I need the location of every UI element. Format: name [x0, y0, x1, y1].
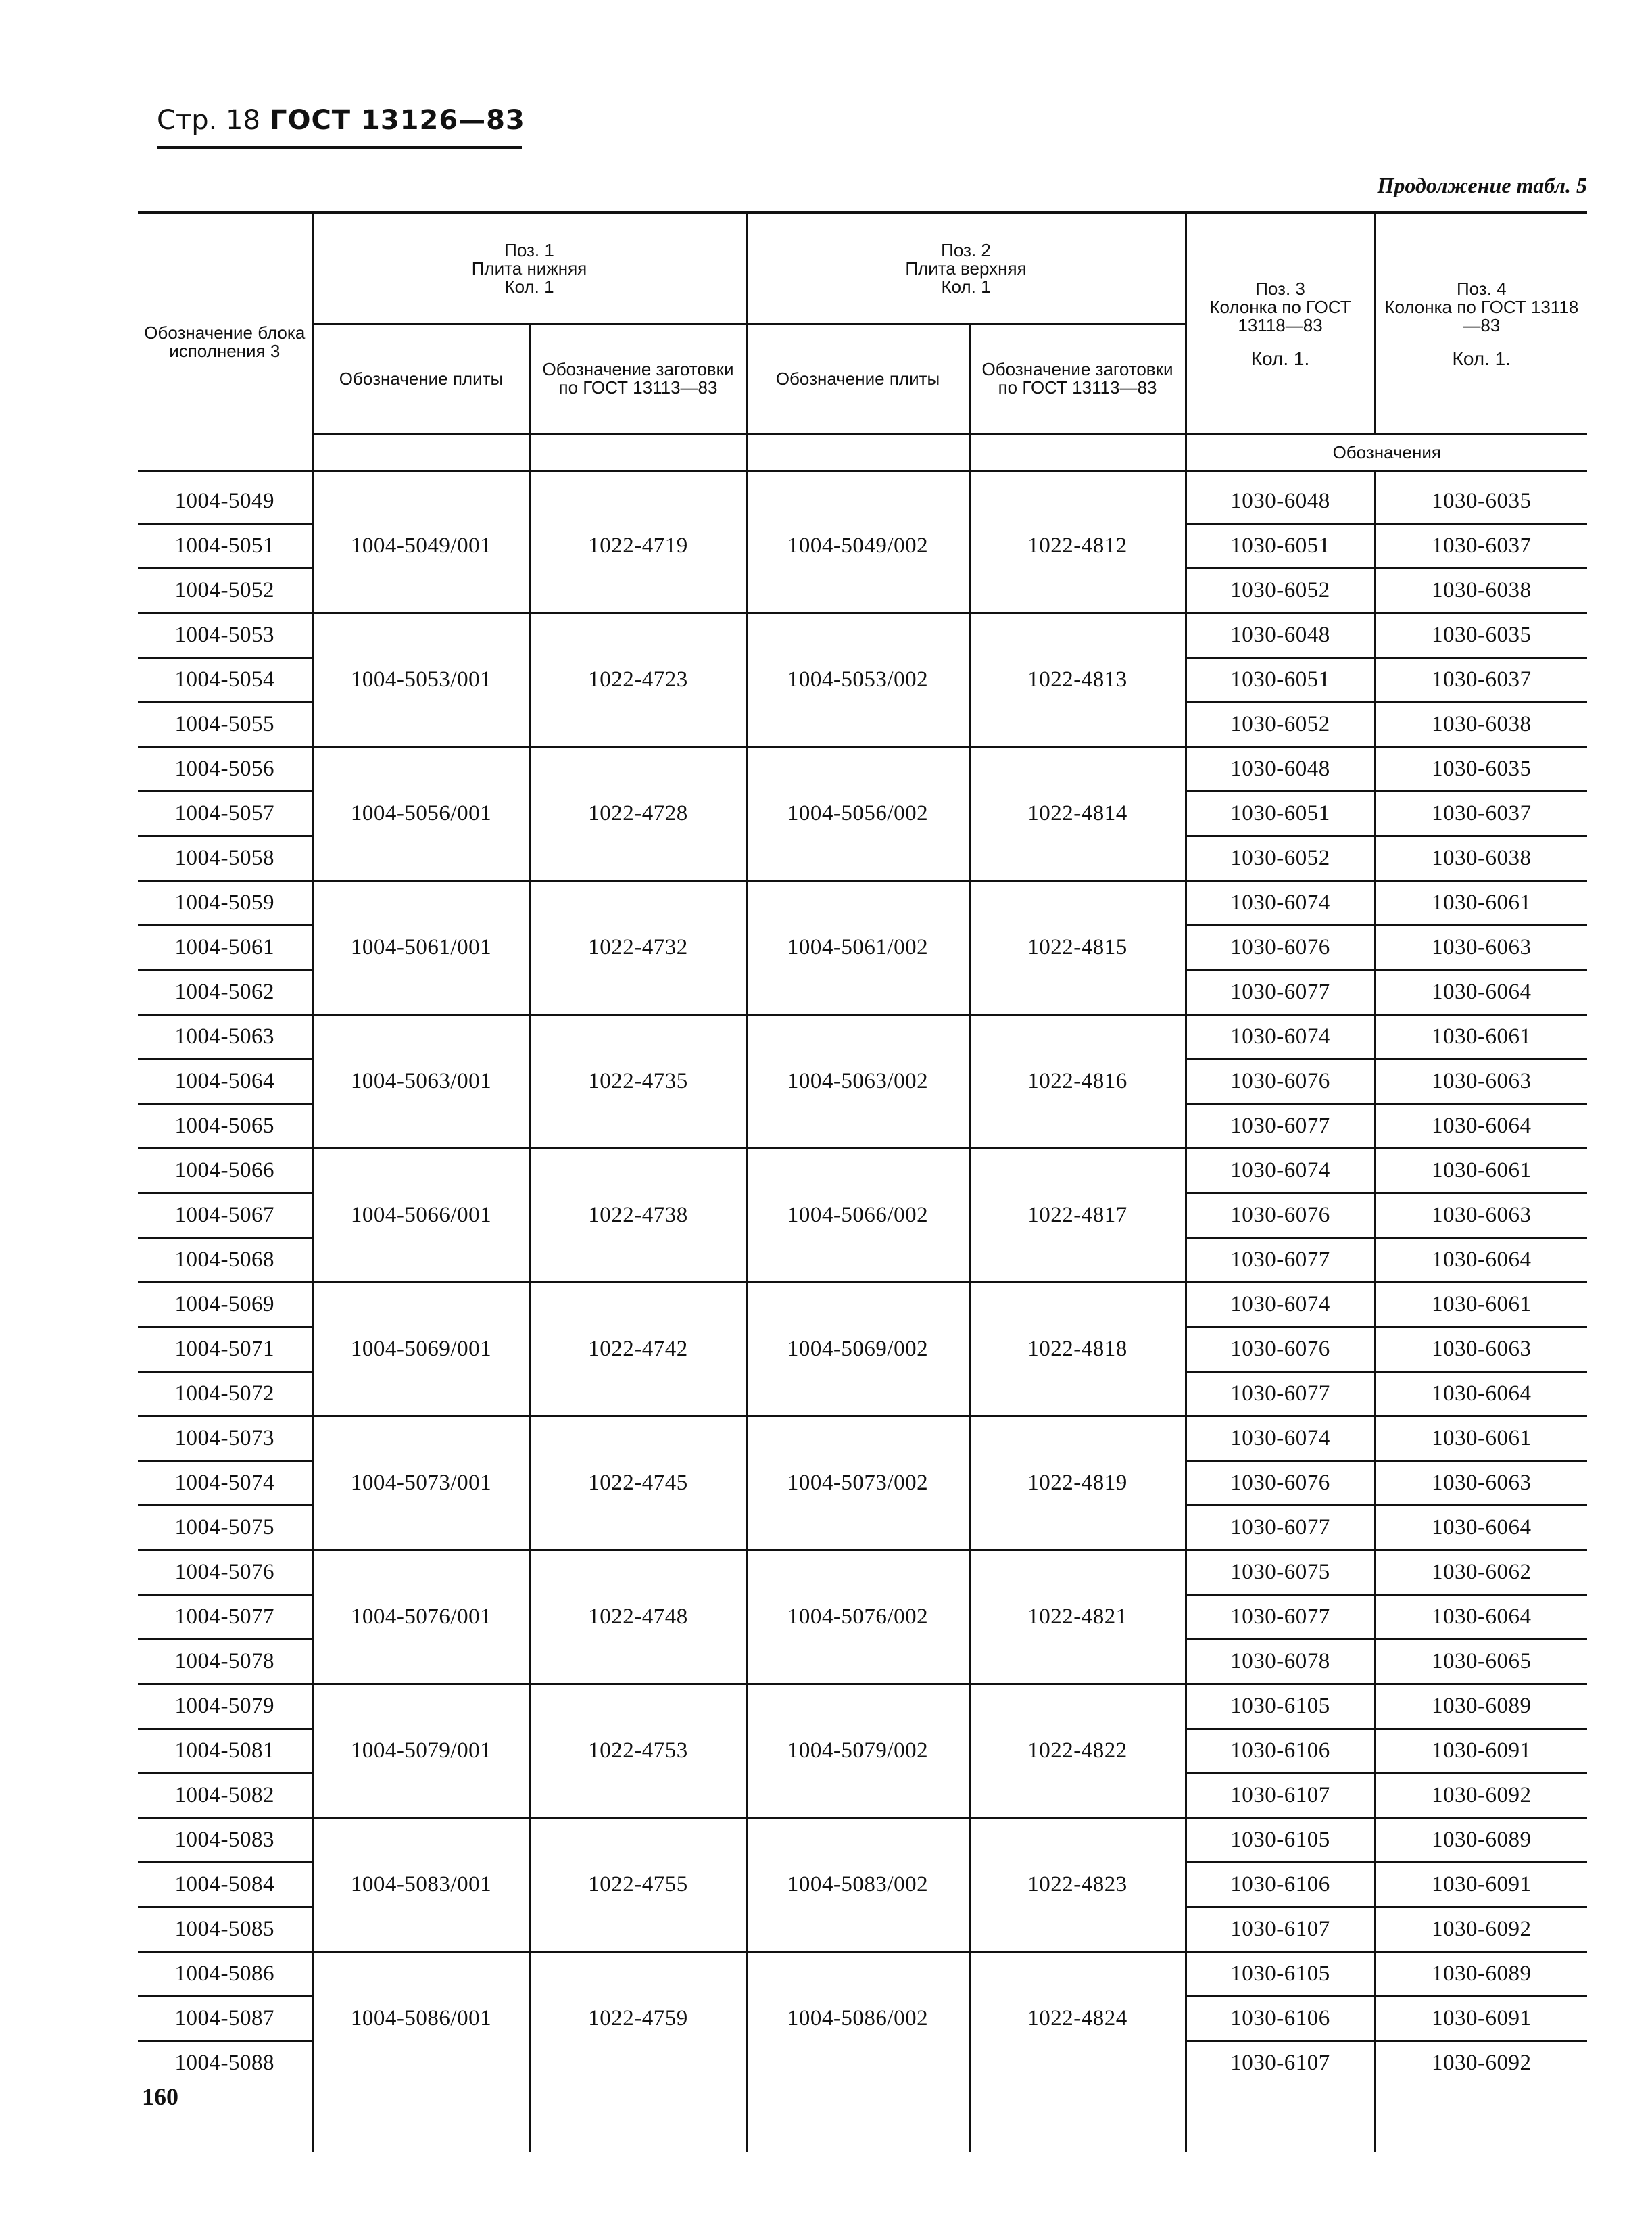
- pos2-blank-code: 1022-4816: [969, 1015, 1186, 1149]
- table-body: [138, 471, 1587, 2153]
- block-code: 1004-5069: [138, 1283, 312, 1327]
- block-code: 1004-5057: [138, 792, 312, 836]
- pos2-blank-code: 1022-4824: [969, 1952, 1186, 2085]
- pos4-column-code: 1030-6038: [1375, 569, 1587, 613]
- block-code: 1004-5063: [138, 1015, 312, 1059]
- pos1-plate-code: 1004-5053/001: [312, 613, 530, 747]
- pos1-plate-code: 1004-5049/001: [312, 471, 530, 613]
- pos1-plate-code: 1004-5083/001: [312, 1818, 530, 1952]
- block-code: 1004-5074: [138, 1461, 312, 1506]
- table-row: [138, 471, 1587, 524]
- block-code: 1004-5053: [138, 613, 312, 658]
- header-pos1-blank: Обозначение заготовки по ГОСТ 13113—83: [530, 324, 746, 434]
- block-code: 1004-5068: [138, 1238, 312, 1283]
- page-label: Стр. 18: [157, 105, 260, 136]
- pos4-column-code: 1030-6037: [1375, 524, 1587, 569]
- pos2-blank-code: 1022-4818: [969, 1283, 1186, 1416]
- pos3-column-code: 1030-6107: [1186, 1907, 1375, 1952]
- block-code: 1004-5079: [138, 1684, 312, 1729]
- pos3-column-code: 1030-6052: [1186, 836, 1375, 881]
- pos3-column-code: 1030-6106: [1186, 1729, 1375, 1773]
- pos4-column-code: 1030-6089: [1375, 1952, 1587, 1997]
- header-pos2: [746, 213, 1186, 324]
- pos3-column-code: 1030-6077: [1186, 1506, 1375, 1550]
- pos3-column-code: 1030-6106: [1186, 1863, 1375, 1907]
- spacer-cell: [746, 2085, 969, 2152]
- pos1-plate-code: 1004-5061/001: [312, 881, 530, 1015]
- pos4-column-code: 1030-6037: [1375, 658, 1587, 702]
- pos2-blank-code: 1022-4813: [969, 613, 1186, 747]
- pos3-column-code: 1030-6074: [1186, 1283, 1375, 1327]
- block-code: 1004-5073: [138, 1416, 312, 1461]
- pos3-column-code: 1030-6051: [1186, 658, 1375, 702]
- pos2-qty: Кол. 1: [941, 276, 991, 297]
- pos4-column-code: 1030-6063: [1375, 1193, 1587, 1238]
- pos2-blank-code: 1022-4817: [969, 1149, 1186, 1283]
- pos1-qty: Кол. 1: [504, 276, 554, 297]
- block-code: 1004-5087: [138, 1997, 312, 2041]
- spacer-cell: [312, 2085, 530, 2152]
- pos1-blank-code: 1022-4735: [530, 1015, 746, 1149]
- pos4-column-code: 1030-6035: [1375, 747, 1587, 792]
- block-code: 1004-5077: [138, 1595, 312, 1640]
- block-code: 1004-5054: [138, 658, 312, 702]
- pos3-column-code: 1030-6105: [1186, 1952, 1375, 1997]
- table-row: [138, 1015, 1587, 1059]
- header-pos1-plate: Обозначение плиты: [312, 324, 530, 434]
- page-number: 160: [142, 2083, 178, 2110]
- header-pos3: [1186, 213, 1375, 434]
- pos1-blank-code: 1022-4755: [530, 1818, 746, 1952]
- pos3-column-code: 1030-6051: [1186, 792, 1375, 836]
- pos3-column-code: 1030-6107: [1186, 1773, 1375, 1818]
- header-pos2-blank: Обозначение заготовки по ГОСТ 13113—83: [969, 324, 1186, 434]
- block-code: 1004-5064: [138, 1059, 312, 1104]
- pos3-column-code: 1030-6052: [1186, 569, 1375, 613]
- pos1-plate-code: 1004-5069/001: [312, 1283, 530, 1416]
- pos4-column-code: 1030-6089: [1375, 1684, 1587, 1729]
- pos1-name: Плита нижняя: [471, 258, 587, 279]
- pos4-column-code: 1030-6092: [1375, 2041, 1587, 2085]
- table-continuation-note: Продолжение табл. 5: [1377, 173, 1587, 197]
- block-code: 1004-5051: [138, 524, 312, 569]
- table-row: [138, 881, 1587, 926]
- pos4-title: Поз. 4: [1456, 278, 1507, 299]
- pos4-column-code: 1030-6061: [1375, 1149, 1587, 1193]
- pos4-column-code: 1030-6061: [1375, 1283, 1587, 1327]
- pos4-column-code: 1030-6063: [1375, 926, 1587, 970]
- block-code: 1004-5062: [138, 970, 312, 1015]
- block-code: 1004-5075: [138, 1506, 312, 1550]
- pos2-blank-code: 1022-4823: [969, 1818, 1186, 1952]
- pos1-plate-code: 1004-5086/001: [312, 1952, 530, 2085]
- pos1-plate-code: 1004-5056/001: [312, 747, 530, 881]
- pos2-blank-code: 1022-4812: [969, 471, 1186, 613]
- pos2-plate-code: 1004-5076/002: [746, 1550, 969, 1684]
- pos2-plate-code: 1004-5083/002: [746, 1818, 969, 1952]
- pos4-column-code: 1030-6064: [1375, 1104, 1587, 1149]
- pos4-column-code: 1030-6061: [1375, 881, 1587, 926]
- header-pos1-blank-cont: [530, 434, 746, 471]
- table-spacer-row: [138, 2085, 1587, 2152]
- pos1-blank-code: 1022-4728: [530, 747, 746, 881]
- pos3-column-code: 1030-6106: [1186, 1997, 1375, 2041]
- pos4-column-code: 1030-6064: [1375, 1595, 1587, 1640]
- block-code: 1004-5084: [138, 1863, 312, 1907]
- pos3-column-code: 1030-6075: [1186, 1550, 1375, 1595]
- pos3-qty: Кол. 1.: [1250, 348, 1310, 369]
- pos4-column-code: 1030-6061: [1375, 1416, 1587, 1461]
- pos3-column-code: 1030-6052: [1186, 702, 1375, 747]
- table-row: [138, 1416, 1587, 1461]
- pos1-plate-code: 1004-5076/001: [312, 1550, 530, 1684]
- pos4-column-code: 1030-6064: [1375, 1372, 1587, 1416]
- header-designations: Обозначения: [1186, 434, 1587, 471]
- pos3-column-code: 1030-6077: [1186, 1104, 1375, 1149]
- pos2-blank-code: 1022-4821: [969, 1550, 1186, 1684]
- pos4-column-code: 1030-6089: [1375, 1818, 1587, 1863]
- page-header: [157, 101, 525, 149]
- pos3-column-code: 1030-6074: [1186, 1015, 1375, 1059]
- pos4-column-code: 1030-6092: [1375, 1907, 1587, 1952]
- pos3-column-code: 1030-6077: [1186, 970, 1375, 1015]
- pos3-name: Колонка по ГОСТ 13118—83: [1209, 296, 1351, 335]
- spacer-cell: [1375, 2085, 1587, 2152]
- pos3-column-code: 1030-6074: [1186, 881, 1375, 926]
- pos4-column-code: 1030-6063: [1375, 1327, 1587, 1372]
- pos4-column-code: 1030-6037: [1375, 792, 1587, 836]
- pos3-column-code: 1030-6048: [1186, 613, 1375, 658]
- pos3-column-code: 1030-6051: [1186, 524, 1375, 569]
- pos3-column-code: 1030-6076: [1186, 1327, 1375, 1372]
- pos3-column-code: 1030-6077: [1186, 1372, 1375, 1416]
- block-code: 1004-5082: [138, 1773, 312, 1818]
- pos4-column-code: 1030-6064: [1375, 1506, 1587, 1550]
- block-code: 1004-5081: [138, 1729, 312, 1773]
- block-code: 1004-5061: [138, 926, 312, 970]
- pos1-title: Поз. 1: [504, 239, 554, 260]
- pos4-column-code: 1030-6064: [1375, 1238, 1587, 1283]
- pos2-plate-code: 1004-5061/002: [746, 881, 969, 1015]
- header-pos1-plate-cont: [312, 434, 530, 471]
- pos3-column-code: 1030-6076: [1186, 1193, 1375, 1238]
- block-code: 1004-5083: [138, 1818, 312, 1863]
- pos3-column-code: 1030-6078: [1186, 1640, 1375, 1684]
- spacer-cell: [530, 2085, 746, 2152]
- pos3-column-code: 1030-6076: [1186, 926, 1375, 970]
- pos3-column-code: 1030-6077: [1186, 1238, 1375, 1283]
- pos3-title: Поз. 3: [1255, 278, 1305, 299]
- pos1-blank-code: 1022-4745: [530, 1416, 746, 1550]
- pos4-column-code: 1030-6038: [1375, 702, 1587, 747]
- pos4-column-code: 1030-6091: [1375, 1863, 1587, 1907]
- pos2-name: Плита верхняя: [905, 258, 1027, 279]
- pos4-column-code: 1030-6091: [1375, 1729, 1587, 1773]
- pos4-column-code: 1030-6065: [1375, 1640, 1587, 1684]
- pos1-plate-code: 1004-5063/001: [312, 1015, 530, 1149]
- pos4-column-code: 1030-6063: [1375, 1059, 1587, 1104]
- pos2-blank-code: 1022-4815: [969, 881, 1186, 1015]
- table-row: [138, 747, 1587, 792]
- pos3-column-code: 1030-6107: [1186, 2041, 1375, 2085]
- spacer-cell: [969, 2085, 1186, 2152]
- table-row: [138, 1818, 1587, 1863]
- header-block-designation-text: Обозначение блока исполнения 3: [144, 323, 306, 361]
- pos3-column-code: 1030-6074: [1186, 1416, 1375, 1461]
- pos3-column-code: 1030-6076: [1186, 1059, 1375, 1104]
- header-pos2-plate: Обозначение плиты: [746, 324, 969, 434]
- pos3-column-code: 1030-6076: [1186, 1461, 1375, 1506]
- pos4-name: Колонка по ГОСТ 13118—83: [1384, 296, 1579, 335]
- pos1-plate-code: 1004-5066/001: [312, 1149, 530, 1283]
- pos3-column-code: 1030-6105: [1186, 1818, 1375, 1863]
- block-code: 1004-5059: [138, 881, 312, 926]
- header-block-designation: [138, 213, 312, 471]
- pos3-column-code: 1030-6048: [1186, 747, 1375, 792]
- block-code: 1004-5076: [138, 1550, 312, 1595]
- pos2-blank-code: 1022-4814: [969, 747, 1186, 881]
- table-row: [138, 613, 1587, 658]
- block-code: 1004-5065: [138, 1104, 312, 1149]
- pos1-blank-code: 1022-4742: [530, 1283, 746, 1416]
- pos1-plate-code: 1004-5073/001: [312, 1416, 530, 1550]
- pos4-column-code: 1030-6062: [1375, 1550, 1587, 1595]
- pos2-plate-code: 1004-5069/002: [746, 1283, 969, 1416]
- block-code: 1004-5071: [138, 1327, 312, 1372]
- header-pos1: [312, 213, 746, 324]
- block-code: 1004-5072: [138, 1372, 312, 1416]
- pos1-blank-code: 1022-4719: [530, 471, 746, 613]
- table-row: [138, 1684, 1587, 1729]
- table-row: [138, 1283, 1587, 1327]
- pos2-blank-code: 1022-4822: [969, 1684, 1186, 1818]
- pos3-column-code: 1030-6105: [1186, 1684, 1375, 1729]
- block-code: 1004-5085: [138, 1907, 312, 1952]
- header-pos2-blank-cont: [969, 434, 1186, 471]
- block-code: 1004-5067: [138, 1193, 312, 1238]
- pos3-column-code: 1030-6074: [1186, 1149, 1375, 1193]
- pos2-plate-code: 1004-5049/002: [746, 471, 969, 613]
- pos4-column-code: 1030-6064: [1375, 970, 1587, 1015]
- pos1-blank-code: 1022-4723: [530, 613, 746, 747]
- pos2-plate-code: 1004-5063/002: [746, 1015, 969, 1149]
- pos4-column-code: 1030-6038: [1375, 836, 1587, 881]
- gost-label: ГОСТ 13126—83: [269, 105, 525, 136]
- spacer-cell: [1186, 2085, 1375, 2152]
- pos2-plate-code: 1004-5079/002: [746, 1684, 969, 1818]
- pos4-column-code: 1030-6092: [1375, 1773, 1587, 1818]
- block-code: 1004-5055: [138, 702, 312, 747]
- pos4-column-code: 1030-6061: [1375, 1015, 1587, 1059]
- pos4-column-code: 1030-6091: [1375, 1997, 1587, 2041]
- block-code: 1004-5049: [138, 471, 312, 524]
- pos1-blank-code: 1022-4748: [530, 1550, 746, 1684]
- pos2-blank-code: 1022-4819: [969, 1416, 1186, 1550]
- block-code: 1004-5052: [138, 569, 312, 613]
- table-row: [138, 1149, 1587, 1193]
- pos3-column-code: 1030-6048: [1186, 471, 1375, 524]
- pos1-plate-code: 1004-5079/001: [312, 1684, 530, 1818]
- block-code: 1004-5056: [138, 747, 312, 792]
- pos3-column-code: 1030-6077: [1186, 1595, 1375, 1640]
- pos2-title: Поз. 2: [941, 239, 991, 260]
- pos1-blank-code: 1022-4732: [530, 881, 746, 1015]
- pos4-column-code: 1030-6035: [1375, 613, 1587, 658]
- pos2-plate-code: 1004-5056/002: [746, 747, 969, 881]
- table-container: [138, 211, 1587, 2075]
- specification-table: [138, 211, 1587, 2152]
- table-row: [138, 1550, 1587, 1595]
- pos4-column-code: 1030-6035: [1375, 471, 1587, 524]
- block-code: 1004-5078: [138, 1640, 312, 1684]
- block-code: 1004-5058: [138, 836, 312, 881]
- table-row: [138, 1952, 1587, 1997]
- pos4-qty: Кол. 1.: [1452, 348, 1511, 369]
- header-pos2-plate-cont: [746, 434, 969, 471]
- pos4-column-code: 1030-6063: [1375, 1461, 1587, 1506]
- header-pos4: [1375, 213, 1587, 434]
- pos2-plate-code: 1004-5053/002: [746, 613, 969, 747]
- pos2-plate-code: 1004-5066/002: [746, 1149, 969, 1283]
- pos1-blank-code: 1022-4759: [530, 1952, 746, 2085]
- block-code: 1004-5066: [138, 1149, 312, 1193]
- pos2-plate-code: 1004-5086/002: [746, 1952, 969, 2085]
- block-code: 1004-5086: [138, 1952, 312, 1997]
- block-code: 1004-5088: [174, 2051, 274, 2075]
- pos1-blank-code: 1022-4753: [530, 1684, 746, 1818]
- pos2-plate-code: 1004-5073/002: [746, 1416, 969, 1550]
- pos1-blank-code: 1022-4738: [530, 1149, 746, 1283]
